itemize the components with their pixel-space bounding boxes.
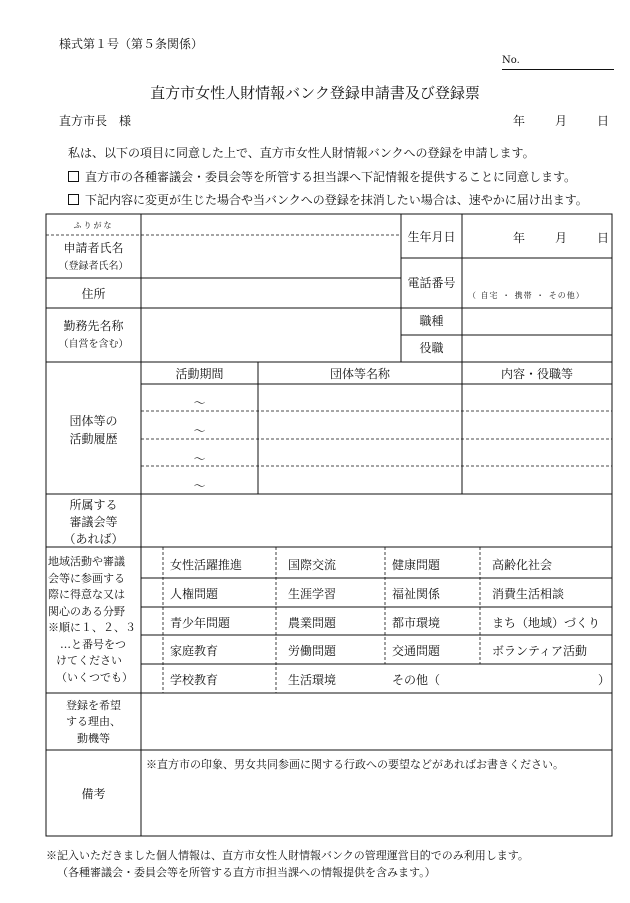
fields-label [48, 554, 136, 686]
col-org-header: 団体等名称 [329, 367, 390, 381]
name-input[interactable] [142, 236, 400, 277]
council-input[interactable] [142, 495, 611, 546]
consent-checkbox-2[interactable] [68, 194, 79, 205]
workplace-label: 勤務先名称 [63, 319, 124, 333]
birth-year: 年 [513, 231, 526, 245]
field-option: 女性活躍推進 [170, 558, 243, 572]
remarks-input[interactable] [142, 774, 611, 835]
birth-month: 月 [555, 231, 568, 245]
date-year: 年 [513, 114, 526, 128]
fields-label-line: 関心のある分野 [48, 604, 125, 618]
field-option: 家庭教育 [170, 644, 219, 658]
fields-label-line: けてください [56, 654, 122, 667]
council-label-line1: 所属する [69, 498, 118, 512]
reason-label-line3: 動機等 [77, 732, 110, 745]
fields-label-line: 際に得意な又は [48, 588, 125, 601]
birthdate-label: 生年月日 [407, 230, 456, 244]
period-tilde-4: ～ [193, 479, 206, 493]
date-day: 日 [597, 114, 610, 128]
name-sublabel: （登録者氏名） [58, 261, 129, 272]
field-option: 生涯学習 [288, 587, 337, 601]
fields-label-line: ※順に１、２、３ [48, 621, 136, 634]
fields-label-line: 会等に参画する [48, 571, 125, 585]
position-label: 役職 [419, 341, 444, 355]
period-tilde-1: ～ [193, 396, 206, 410]
field-option: ボランティア活動 [492, 644, 588, 658]
reason-label-line1: 登録を希望 [66, 699, 121, 712]
period-tilde-2: ～ [193, 424, 206, 438]
field-option: 生活環境 [288, 673, 337, 687]
field-option: 健康問題 [392, 558, 441, 572]
consent-item-1 [68, 168, 576, 185]
serial-number-field[interactable] [502, 55, 614, 70]
field-option: 労働問題 [288, 644, 337, 658]
no-label: No. [502, 55, 520, 66]
footer-note-2: （各種審議会・委員会等を所管する直方市担当課への情報提供を含みます。） [57, 866, 436, 879]
council-label-line2: 審議会等 [69, 515, 118, 529]
field-option: 国際交流 [288, 558, 337, 572]
col-role-header: 内容・役職等 [500, 367, 573, 381]
field-option: 都市環境 [392, 616, 441, 630]
council-label-line3: （あれば） [63, 532, 124, 546]
remarks-note: ※直方市の印象、男女共同参画に関する行政への要望などがあればお書きください。 [146, 758, 564, 771]
birth-day: 日 [597, 231, 610, 245]
form-number: 様式第１号（第５条関係） [59, 37, 204, 51]
activity-label-line2: 活動履歴 [69, 432, 118, 446]
workplace-input[interactable] [142, 309, 400, 361]
name-label: 申請者氏名 [63, 241, 124, 255]
col-period-header: 活動期間 [175, 367, 224, 381]
furigana-input[interactable] [142, 215, 400, 234]
field-option-other: その他（ [392, 673, 441, 687]
page-title: 直方市女性人財情報バンク登録申請書及び登録票 [150, 84, 480, 102]
period-tilde-3: ～ [193, 452, 206, 466]
address-label: 住所 [81, 287, 106, 301]
field-option: 高齢化社会 [492, 558, 553, 572]
phone-label: 電話番号 [407, 276, 456, 290]
workplace-sublabel: （自営を含む） [58, 339, 129, 350]
fields-label-line: 地域活動や審議 [48, 555, 125, 568]
field-option: 青少年問題 [170, 616, 231, 630]
field-option: 福祉関係 [392, 587, 441, 601]
job-type-label: 職種 [419, 314, 444, 328]
field-option-other-close: ） [598, 673, 611, 687]
consent-checkbox-1[interactable] [68, 171, 79, 182]
address-input[interactable] [142, 279, 400, 307]
activity-label-line1: 団体等の [69, 414, 118, 428]
other-field-input[interactable] [450, 668, 595, 690]
consent-text-2: 下記内容に変更が生じた場合や当バンクへの登録を抹消したい場合は、速やかに届け出ます。 [85, 193, 588, 207]
declaration-text: 私は、以下の項目に同意した上で、直方市女性人財情報バンクへの登録を申請します。 [68, 146, 535, 160]
field-option: 消費生活相談 [492, 587, 565, 601]
addressee: 直方市長 様 [59, 114, 132, 128]
field-option: 学校教育 [170, 673, 219, 687]
fields-label-line: …と番号をつ [60, 637, 126, 651]
reason-label-line2: する理由、 [66, 715, 121, 728]
phone-type-options: （ 自宅 ・ 携帯 ・ その他） [468, 291, 585, 300]
fields-label-line: （いくつでも） [56, 670, 133, 684]
field-option: 交通問題 [392, 644, 441, 658]
field-option: 人権問題 [170, 587, 219, 601]
consent-text-1: 直方市の各種審議会・委員会等を所管する担当課へ下記情報を提供することに同意します。 [85, 170, 577, 184]
furigana-label: ふりがな [73, 221, 114, 230]
date-month: 月 [555, 114, 568, 128]
reason-input[interactable] [142, 694, 611, 749]
field-option: 農業問題 [288, 616, 337, 630]
consent-item-2 [68, 191, 588, 208]
remarks-label: 備考 [81, 787, 106, 801]
footer-note-1: ※記入いただきました個人情報は、直方市女性人財情報バンクの管理運営目的でのみ利用します。 [46, 849, 529, 862]
field-option: まち（地域）づくり [492, 616, 601, 630]
